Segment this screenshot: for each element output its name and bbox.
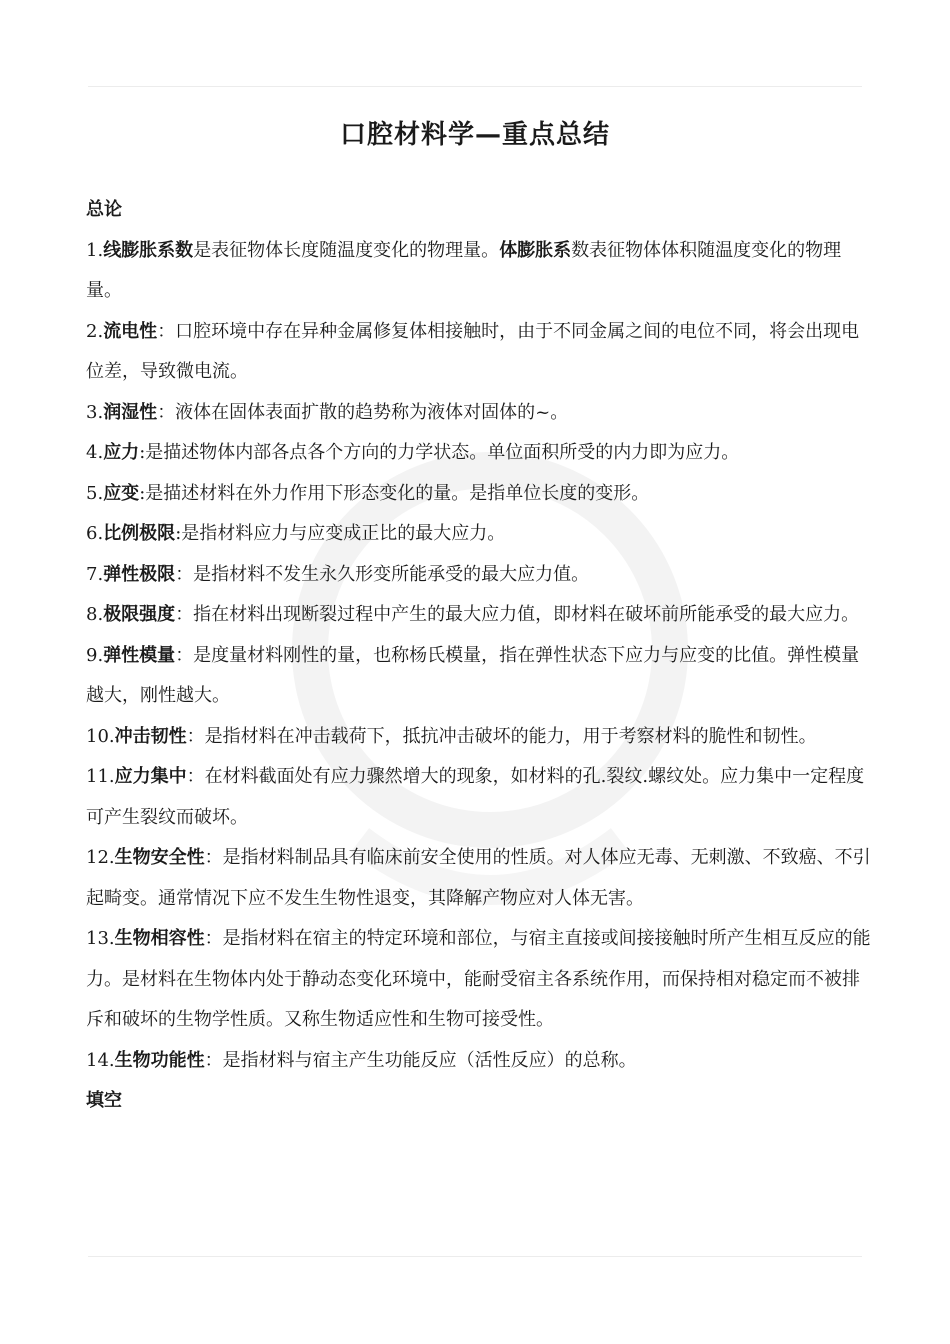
item-text: ：是指材料与宿主产生功能反应（活性反应）的总称。 [204,1049,637,1071]
item-term: 比例极限 [103,523,176,544]
item-text: ：是指材料在冲击载荷下，抵抗冲击破坏的能力，用于考察材料的脆性和韧性。 [186,725,817,747]
item-number: 9. [86,644,104,666]
item-text: ：是指材料在宿主的特定环境和部位，与宿主直接或间接接触时所产生相互反应的能力。是材料在生物体内处于静动态变化环境中，能耐受宿主各系统作用，而保持相对稳定而不被排斥和破坏的生物学性质。又称生物适应性和生物可接受性。 [86,928,871,1030]
item-text: ：是度量材料刚性的量，也称杨氏模量，指在弹性状态下应力与应变的比值。弹性模量越大，刚性越大。 [86,644,860,706]
list-item [86,595,876,636]
item-term: 应力集中 [114,766,187,787]
page-title: 口腔材料学—重点总结 [339,120,610,150]
item-term: 冲击韧性 [114,725,187,747]
item-number: 11. [86,766,115,787]
item-text: 是表征物体长度随温度变化的物理量。 [193,239,500,261]
item-term: 生物安全性 [114,847,205,868]
bottom-divider [88,1256,862,1257]
item-text: ：口腔环境中存在异种金属修复体相接触时，由于不同金属之间的电位不同，将会出现电位差，导致微电流。 [86,320,860,382]
item-number: 6. [86,523,104,544]
list-item [86,433,876,474]
item-number: 5. [86,482,104,504]
item-term: 生物相容性 [114,928,205,949]
list-item [86,636,876,717]
item-number: 7. [86,563,104,585]
item-text: ：是指材料不发生永久形变所能承受的最大应力值。 [175,563,590,585]
list-item [86,474,876,515]
item-text-secondary: 数表征物体体积随温度变化的物理量。 [86,239,842,301]
item-number: 4. [86,442,104,463]
item-text: ：在材料截面处有应力骤然增大的现象，如材料的孔.裂纹.螺纹处。应力集中一定程度可产生裂纹而破坏。 [86,766,865,828]
item-number: 10. [86,725,115,747]
list-item [86,919,876,1041]
item-term: 流电性 [103,320,158,342]
list-item [86,312,876,393]
item-text: ：是指材料制品具有临床前安全使用的性质。对人体应无毒、无刺激、不致癌、不引起畸变。通常情况下应不发生生物性退变，其降解产物应对人体无害。 [86,847,871,909]
item-term: 极限强度 [103,604,176,625]
document-body [86,190,876,1122]
item-term: 弹性极限 [103,563,176,585]
item-term: 生物功能性 [114,1049,205,1071]
list-item [86,393,876,434]
item-text: ：液体在固体表面扩散的趋势称为液体对固体的~。 [157,401,569,423]
item-number: 3. [86,401,104,423]
item-term: 弹性模量 [103,644,176,666]
top-divider [88,86,862,87]
item-term: 润湿性 [103,401,158,423]
item-number: 13. [86,928,115,949]
list-item [86,514,876,555]
list-item [86,838,876,919]
list-item [86,757,876,838]
item-number: 12. [86,847,115,868]
item-text: :是描述材料在外力作用下形态变化的量。是指单位长度的变形。 [139,482,650,504]
item-term-secondary: 体膨胀系 [499,239,572,261]
item-text: :是描述物体内部各点各个方向的力学状态。单位面积所受的内力即为应力。 [139,442,740,463]
item-number: 2. [86,320,104,342]
item-number: 8. [86,604,104,625]
item-text: ：指在材料出现断裂过程中产生的最大应力值，即材料在破坏前所能承受的最大应力。 [175,604,860,625]
item-text: :是指材料应力与应变成正比的最大应力。 [175,523,506,544]
section-heading-fill: 填空 [86,1090,122,1111]
item-term: 应变 [103,482,140,504]
item-term: 应力 [103,442,140,463]
list-item [86,555,876,596]
list-item [86,1041,876,1082]
list-item [86,717,876,758]
section-heading-general: 总论 [86,199,122,220]
item-number: 14. [86,1049,115,1071]
item-term: 线膨胀系数 [103,239,194,261]
list-item [86,231,876,312]
item-number: 1. [86,239,104,261]
